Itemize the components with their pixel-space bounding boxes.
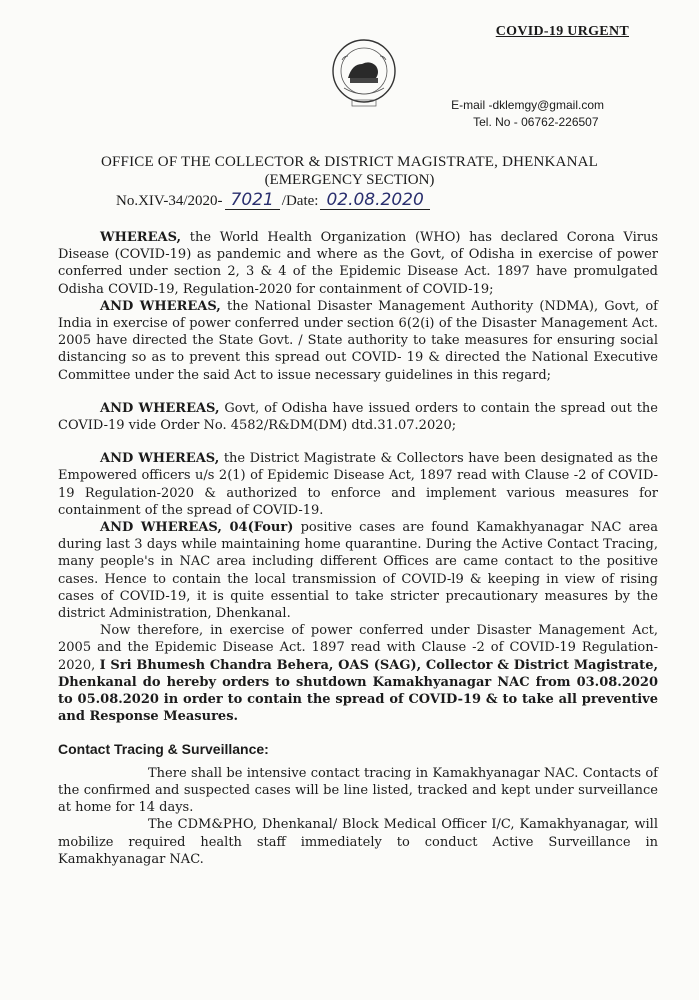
paragraph-text: Now therefore, in exercise of power conferred under Disaster Management Act, 2005 and the Epidemic Disease Act. 1897 read with Clause -2 of COVID-19 Regulation-2020, bbox=[58, 623, 658, 673]
paragraph-text: the District Magistrate & Collectors have been designated as the Empowered officers u/s 2(1) of Epidemic Disease Act, 1897 read with Clause -2 of COVID-19 Regulation-2020 & authorized to enforce and implement various measures for containment of the spread of COVID-19. bbox=[58, 451, 658, 518]
letter-number: 7021 bbox=[225, 191, 280, 210]
paragraph-lead: WHEREAS, bbox=[100, 230, 182, 245]
paragraph-6 bbox=[58, 622, 658, 725]
paragraph-lead: AND WHEREAS, bbox=[100, 298, 221, 314]
paragraph-7: There shall be intensive contact tracing in Kamakhyanagar NAC. Contacts of the confirmed and suspected cases will be line listed, tracked and kept under surveillance at home for 14 days. bbox=[58, 765, 658, 816]
paragraph-2 bbox=[58, 298, 658, 384]
paragraph-text: the World Health Organization (WHO) has declared Corona Virus Disease (COVID-19) as pandemic and where as the Govt, of Odisha in exercise of power conferred under section 2, 3 & 4 of the Epidemic Disease Act. 1897 have promulgated Odisha COVID-19, Regulation-2020 for containment of COVID-19; bbox=[58, 230, 658, 297]
paragraph-text: Govt, of Odisha have issued orders to contain the spread out the COVID-19 vide Order No. 4582/R&DM(DM) dtd.31.07.2020; bbox=[58, 400, 658, 434]
date-label: /Date: bbox=[281, 193, 319, 209]
email-text: E-mail -dklemgy@gmail.com bbox=[451, 98, 604, 112]
order-body bbox=[58, 229, 658, 868]
paragraph-lead: AND WHEREAS, bbox=[100, 451, 220, 467]
tel-text: Tel. No - 06762-226507 bbox=[473, 115, 599, 129]
letter-number-prefix: No.XIV-34/2020- bbox=[116, 193, 223, 209]
reference-line bbox=[116, 191, 432, 210]
order-statement: I Sri Bhumesh Chandra Behera, OAS (SAG), Collector & District Magistrate, Dhenkanal do hereby orders to shutdown Kamakhyanagar NAC from 03.08.2020 to 05.08.2020 in order to contain the spread of COVID-19 & to take all preventive and Response Measures. bbox=[58, 657, 658, 725]
paragraph-3 bbox=[58, 400, 658, 434]
paragraph-8: The CDM&PHO, Dhenkanal/ Block Medical Officer I/C, Kamakhyanagar, will mobilize required health staff immediately to conduct Active Surveillance in Kamakhyanagar NAC. bbox=[58, 817, 658, 867]
section-title: (EMERGENCY SECTION) bbox=[264, 172, 435, 188]
paragraph-4 bbox=[58, 450, 658, 519]
contact-info bbox=[451, 97, 604, 131]
paragraph-text: the National Disaster Management Authority (NDMA), Govt, of India in exercise of power conferred under section 6(2(i) of the Disaster Management Act. 2005 have directed the State Govt. / State authority to take measures for ensuring social distancing so as to prevent this spread out COVID- 19 & directed the National Executive Committee under the said Act to issue necessary guidelines in this regard; bbox=[58, 298, 658, 383]
paragraph-5 bbox=[58, 519, 658, 622]
section-heading: Contact Tracing & Surveillance: bbox=[58, 741, 269, 758]
office-title: OFFICE OF THE COLLECTOR & DISTRICT MAGISTRATE, DHENKANAL bbox=[100, 154, 599, 170]
paragraph-lead: AND WHEREAS, bbox=[100, 520, 222, 536]
urgent-label: COVID-19 URGENT bbox=[495, 24, 629, 39]
case-count: 04(Four) bbox=[221, 520, 294, 536]
letter-date: 02.08.2020 bbox=[320, 191, 429, 210]
paragraph-text: positive cases are found Kamakhyanagar NAC area during last 3 days while maintaining home quarantine. During the Active Contact Tracing, many people's in NAC area including different Offices are came contact to the positive cases. Hence to contain the local transmission of COVID-l9 & keeping in view of rising cases of COVID-19, it is quite essential to take stricter precautionary measures by the district Administration, Dhenkanal. bbox=[58, 520, 659, 622]
paragraph-1 bbox=[58, 229, 658, 298]
paragraph-lead: AND WHEREAS, bbox=[100, 400, 220, 416]
state-emblem-icon bbox=[330, 38, 398, 108]
